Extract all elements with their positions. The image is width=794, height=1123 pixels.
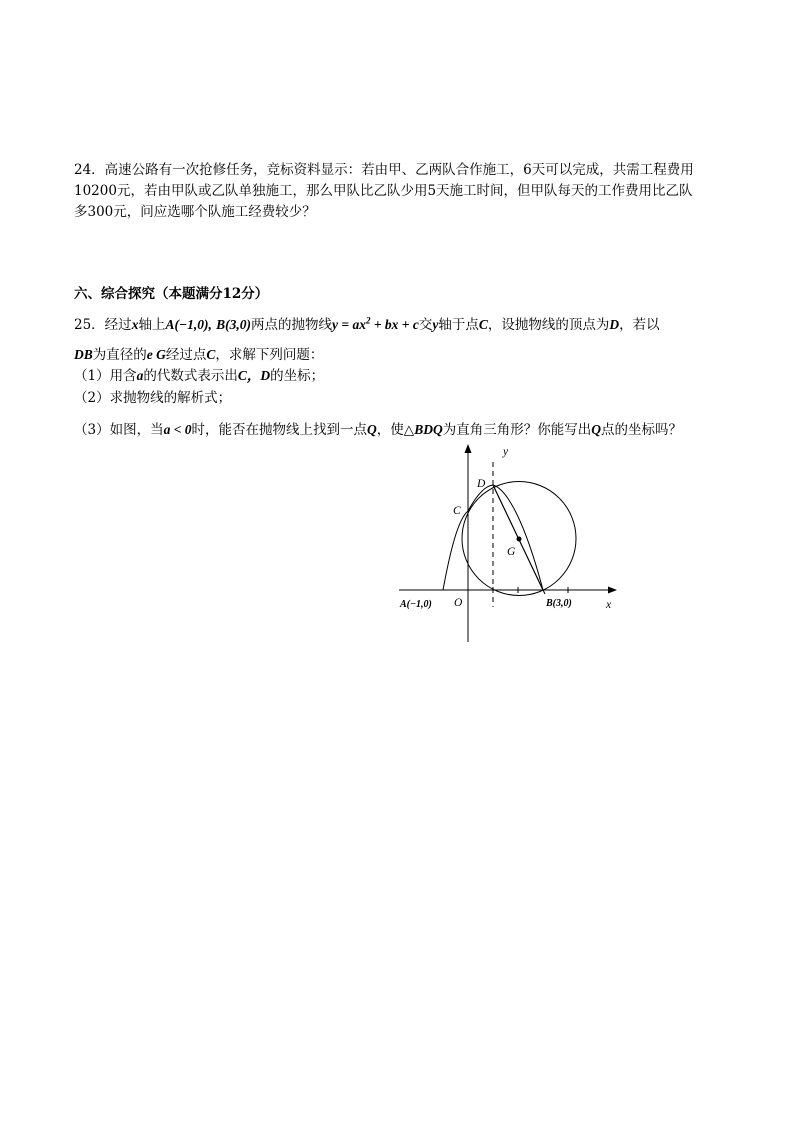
- q25-text: 轴于点: [438, 317, 479, 333]
- point-q: Q: [591, 422, 601, 437]
- point-c: C: [478, 317, 488, 332]
- q25-part-1: [74, 366, 324, 386]
- label-d: D: [477, 478, 486, 490]
- label-b: B(3,0): [546, 598, 572, 609]
- q25-text: （3）如图，当: [74, 422, 164, 438]
- segment-db: DB: [74, 347, 93, 362]
- eq-part-1: y = ax: [332, 317, 366, 332]
- label-c: C: [453, 505, 461, 517]
- eq-part-2: + bx + c: [370, 317, 419, 332]
- point-a: A(−1,0),: [165, 317, 212, 332]
- q25-text: 25．经过: [74, 317, 132, 333]
- q25-text: 点的坐标吗？: [600, 422, 682, 438]
- center-point: [517, 537, 522, 542]
- q25-line-2: [74, 345, 323, 365]
- circle-g: e G: [146, 347, 166, 362]
- figure-svg: [395, 442, 620, 647]
- point-c: C: [206, 347, 216, 362]
- label-o: O: [454, 597, 463, 609]
- label-g: G: [507, 546, 516, 558]
- point-b: B(3,0): [216, 317, 252, 332]
- point-q: Q: [367, 422, 377, 437]
- q24-line-1: 24．高速公路有一次抢修任务，竞标资料显示：若由甲、乙两队合作施工，6天可以完成，共需工程费用: [74, 162, 694, 178]
- q25-text: 经过点: [165, 347, 207, 363]
- q25-text: 轴上: [138, 317, 166, 333]
- q25-text: 为直角三角形？你能写出: [442, 422, 592, 438]
- eq-exponent: 2: [365, 315, 371, 326]
- math-x: x: [131, 317, 139, 332]
- q25-text: 两点的抛物线: [251, 317, 333, 333]
- q25-text: 交: [418, 317, 433, 333]
- q25-text: ，使△: [376, 422, 415, 438]
- section-heading: 六、综合探究（本题满分12分）: [74, 286, 269, 302]
- q25-text: 时，能否在抛物线上找到一点: [191, 422, 368, 438]
- q25-part-2: （2）求抛物线的解析式；: [74, 390, 232, 406]
- q24-line-3: 多300元，问应选哪个队施工经费较少？: [74, 204, 316, 220]
- math-y: y: [432, 317, 439, 332]
- condition: a < 0: [163, 422, 192, 437]
- y-axis-arrow-icon: [465, 444, 472, 453]
- q25-text: 的代数式表示出: [143, 368, 238, 384]
- q25-text: （1）用含: [74, 368, 137, 384]
- x-axis-arrow-icon: [608, 587, 617, 594]
- q24-line-2: 10200元，若由甲队或乙队单独施工，那么甲队比乙队少用5天施工时间，但甲队每天的工作费用比乙队: [74, 183, 693, 199]
- label-a: A(−1,0): [400, 599, 432, 610]
- point-d: D: [609, 317, 620, 332]
- q25-part-3: [74, 420, 682, 440]
- triangle-bdq: BDQ: [414, 422, 443, 437]
- label-y: y: [503, 446, 509, 458]
- q25-text: ，设抛物线的顶点为: [487, 317, 610, 333]
- q25-line-1: [74, 315, 660, 335]
- points-cd: C，D: [237, 368, 271, 383]
- label-x: x: [606, 599, 612, 611]
- q25-text: ，求解下列问题：: [215, 347, 324, 363]
- q25-text: 为直径的: [92, 347, 147, 363]
- parabola-curve: [443, 485, 545, 594]
- q25-text: 的坐标；: [270, 368, 325, 384]
- math-a: a: [136, 368, 144, 383]
- geometry-figure: [395, 442, 620, 647]
- parabola-equation: [332, 317, 419, 332]
- q25-text: ，若以: [619, 317, 660, 333]
